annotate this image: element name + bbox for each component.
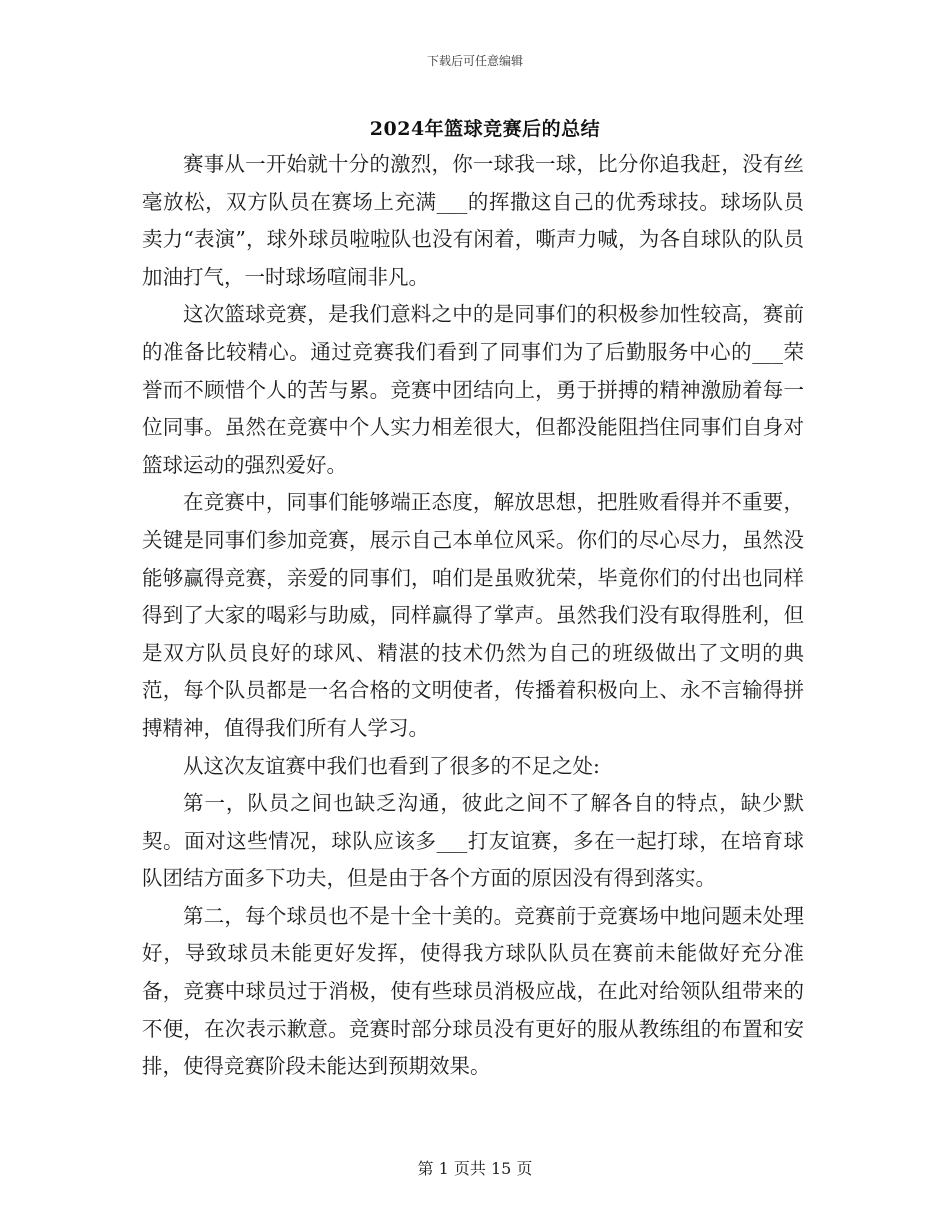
paragraph: 第一，队员之间也缺乏沟通，彼此之间不了解各自的特点，缺少默契。面对这些情况，球队应该多___打友谊赛，多在一起打球，在培育球队团结方面多下功夫，但是由于各个方面的原因没有得到落实。	[142, 791, 804, 891]
document-title: 2024年篮球竞赛后的总结	[369, 118, 601, 140]
page-header-note: 下载后可任意编辑	[426, 54, 523, 68]
page-footer: 第 1 页共 15 页	[417, 1159, 533, 1178]
paragraph: 这次篮球竞赛，是我们意料之中的是同事们的积极参加性较高，赛前的准备比较精心。通过竞赛我们看到了同事们为了后勤服务中心的___荣誉而不顾惜个人的苦与累。竞赛中团结向上，勇于拼搏的精神激励着每一位同事。虽然在竞赛中个人实力相差很大，但都没能阻挡住同事们自身对篮球运动的强烈爱好。	[142, 302, 804, 477]
paragraph: 从这次友谊赛中我们也看到了很多的不足之处:	[183, 753, 600, 778]
document-body	[142, 146, 804, 1086]
paragraph: 第二，每个球员也不是十全十美的。竞赛前于竞赛场中地问题未处理好，导致球员未能更好发挥，使得我方球队队员在赛前未能做好充分准备，竞赛中球员过于消极，使有些球员消极应战，在此对给领队组带来的不便，在次表示歉意。竞赛时部分球员没有更好的服从教练组的布置和安排，使得竞赛阶段未能达到预期效果。	[142, 903, 804, 1079]
paragraph: 在竞赛中，同事们能够端正态度，解放思想，把胜败看得并不重要，关键是同事们参加竞赛，展示自己本单位风采。你们的尽心尽力，虽然没能够赢得竞赛，亲爱的同事们，咱们是虽败犹荣，毕竟你们的付出也同样得到了大家的喝彩与助威，同样赢得了掌声。虽然我们没有取得胜利，但是双方队员良好的球风、精湛的技术仍然为自己的班级做出了文明的典范，每个队员都是一名合格的文明使者，传播着积极向上、永不言输得拼搏精神，值得我们所有人学习。	[142, 490, 804, 740]
paragraph: 赛事从一开始就十分的激烈，你一球我一球，比分你追我赶，没有丝毫放松，双方队员在赛场上充满___的挥撒这自己的优秀球技。球场队员卖力“表演”，球外球员啦啦队也没有闲着，嘶声力喊，为各自球队的队员加油打气，一时球场喧闹非凡。	[142, 152, 804, 289]
